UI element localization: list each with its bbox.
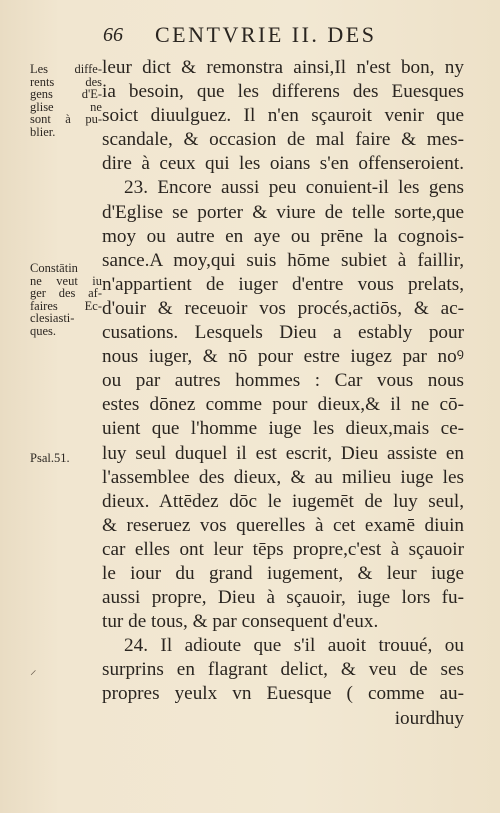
text-line: dieux. Attēdez dōc le iugemēt de luy seul, (102, 490, 464, 512)
margin-note-line: ques. (30, 323, 57, 338)
text-line: d'Eglise se porter & viure de telle sorte,que (102, 201, 464, 223)
margin-note-line: gens d'E- (30, 87, 102, 101)
margin-note-3 (30, 452, 102, 465)
margin-note-line: blier. (30, 124, 56, 139)
margin-note-line: glise ne (30, 99, 102, 114)
text-line: & reseruez vos querelles à cet examē diuin (102, 514, 464, 536)
ink-mark: ⸝ (30, 662, 37, 677)
margin-note-line: Psal.51. (30, 451, 70, 465)
text-line: estes dōnez comme pour dieux,& il ne cō- (102, 394, 464, 416)
text-line: soict diuulguez. Il n'en sçauroit venir que (102, 105, 464, 127)
text-line: aussi propre, Dieu à sçauoir, iuge lors fu- (102, 587, 464, 609)
text-line: ou par autres hommes : Car vous nous (102, 370, 464, 392)
margin-note-line: Constātin (30, 261, 78, 275)
text-line: tur de tous, & par consequent d'eux. (102, 611, 379, 633)
text-line: scandale, & occasion de mal faire & mes- (102, 129, 464, 151)
text-line: 23. Encore aussi peu conuient-il les gens (124, 177, 464, 199)
margin-note-line: ger des af- (30, 286, 102, 300)
margin-note-line: clesiasti- (30, 311, 75, 325)
text-line: luy seul duquel il est escrit, Dieu assiste en (102, 442, 464, 464)
running-title: CENTVRIE II. DES (155, 22, 377, 47)
text-line: le iour du grand iugement, & leur iuge (102, 562, 464, 584)
text-line: dire à ceux qui les oians s'en offenseroient. (102, 153, 464, 175)
text-line: n'appartient de iuger d'entre vous prelats, (102, 273, 464, 295)
margin-note-line: faires Ec- (30, 298, 102, 313)
margin-note-line: rents des (30, 74, 102, 89)
text-line: propres yeulx vn Euesque ( comme au- (102, 683, 464, 705)
body-text (102, 56, 464, 731)
margin-note-line: sont à pu- (30, 112, 102, 126)
margin-note-1 (30, 63, 102, 138)
text-line: 24. Il adioute que s'il auoit trouué, ou (124, 635, 464, 657)
text-line: leur dict & remonstra ainsi,Il n'est bon, ny (102, 57, 464, 78)
text-line: moy ou autre en aye ou prēne la cognois- (102, 225, 464, 247)
margin-note-line: ne veut iu (30, 273, 102, 288)
text-line: l'assemblee des dieux, & au milieu iuge les (102, 466, 464, 488)
text-line: uient que l'homme iuge les dieux,mais ce- (102, 418, 464, 440)
page-number: 66 (103, 24, 123, 46)
margin-note-line: Les diffe- (30, 62, 102, 76)
text-line: nous iuger, & nō pour estre iugez par noꝰ (102, 346, 464, 368)
text-line: ia besoin, que les differens des Euesques (102, 81, 464, 103)
margin-note-2 (30, 262, 102, 337)
text-line: sance.A moy,qui suis hōme subiet à faillir, (102, 249, 464, 271)
text-line: d'ouir & receuoir vos procés,actiōs, & ac- (102, 297, 464, 319)
text-line: cusations. Lesquels Dieu a estably pour (102, 322, 464, 344)
text-line: surprins en flagrant delict, & veu de ses (102, 659, 464, 681)
page-header (103, 22, 463, 50)
text-line: car elles ont leur tēps propre,c'est à sçauoir (102, 538, 464, 560)
catchword: iourdhuy (394, 707, 464, 729)
